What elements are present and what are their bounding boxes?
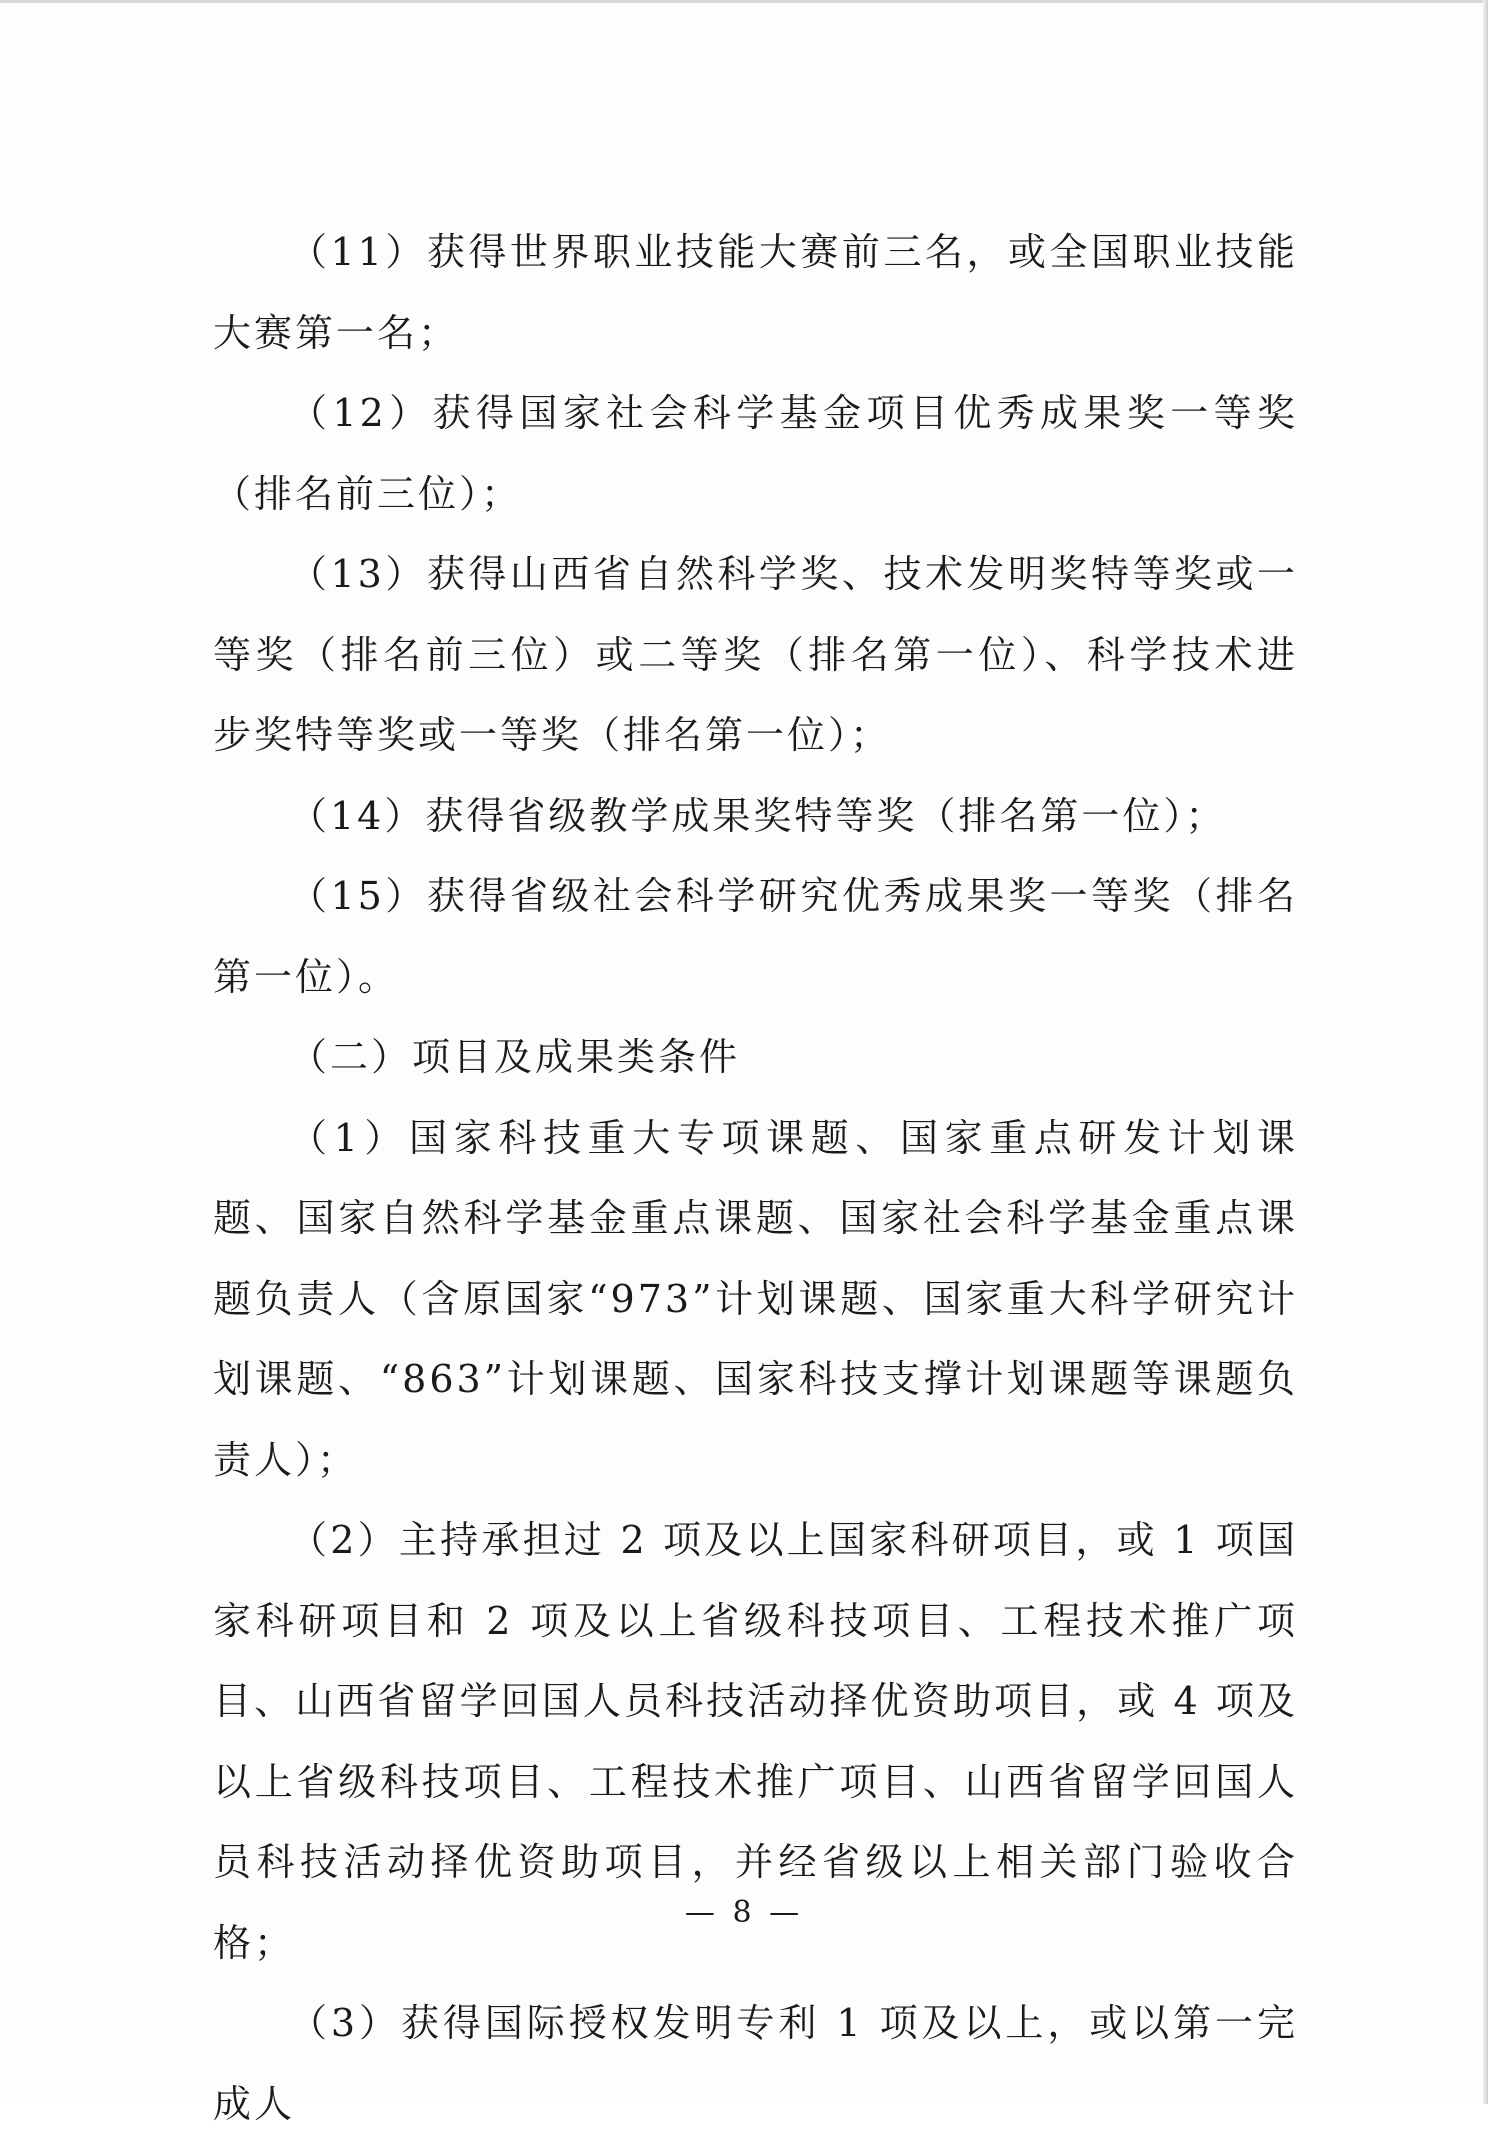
paragraph-item-15: （15）获得省级社会科学研究优秀成果奖一等奖（排名第一位）。 — [213, 874, 1298, 999]
body-text — [213, 212, 1298, 2144]
scan-edge-right — [1483, 0, 1488, 2104]
paragraph-item-13: （13）获得山西省自然科学奖、技术发明奖特等奖或一等奖（排名前三位）或二等奖（排名第一位）、科学技术进步奖特等奖或一等奖（排名第一位）； — [213, 552, 1298, 757]
page-number: — 8 — — [684, 1895, 804, 1930]
section-heading-2: （二）项目及成果类条件 — [289, 1035, 741, 1079]
scan-edge-top — [0, 0, 1488, 3]
paragraph-condition-2: （2）主持承担过 2 项及以上国家科研项目，或 1 项国家科研项目和 2 项及以上省级科技项目、工程技术推广项目、山西省留学回国人员科技活动择优资助项目，或 4 项及以上省级科技项目、工程技术推广项目、山西省留学回国人员科技活动择优资助项目，并经省级以上相关部门验收合格； — [213, 1518, 1298, 1965]
paragraph-condition-3: （3）获得国际授权发明专利 1 项及以上，或以第一完成人 — [213, 2001, 1298, 2126]
paragraph-item-12: （12）获得国家社会科学基金项目优秀成果奖一等奖（排名前三位）； — [213, 391, 1298, 516]
paragraph-item-11: （11）获得世界职业技能大赛前三名，或全国职业技能大赛第一名； — [213, 230, 1298, 355]
paragraph-item-14: （14）获得省级教学成果奖特等奖（排名第一位）； — [289, 793, 1227, 838]
paragraph-condition-1: （1）国家科技重大专项课题、国家重点研发计划课题、国家自然科学基金重点课题、国家社会科学基金重点课题负责人（含原国家“973”计划课题、国家重大科学研究计划课题、“863”计划课题、国家科技支撑计划课题等课题负责人）； — [213, 1115, 1298, 1482]
